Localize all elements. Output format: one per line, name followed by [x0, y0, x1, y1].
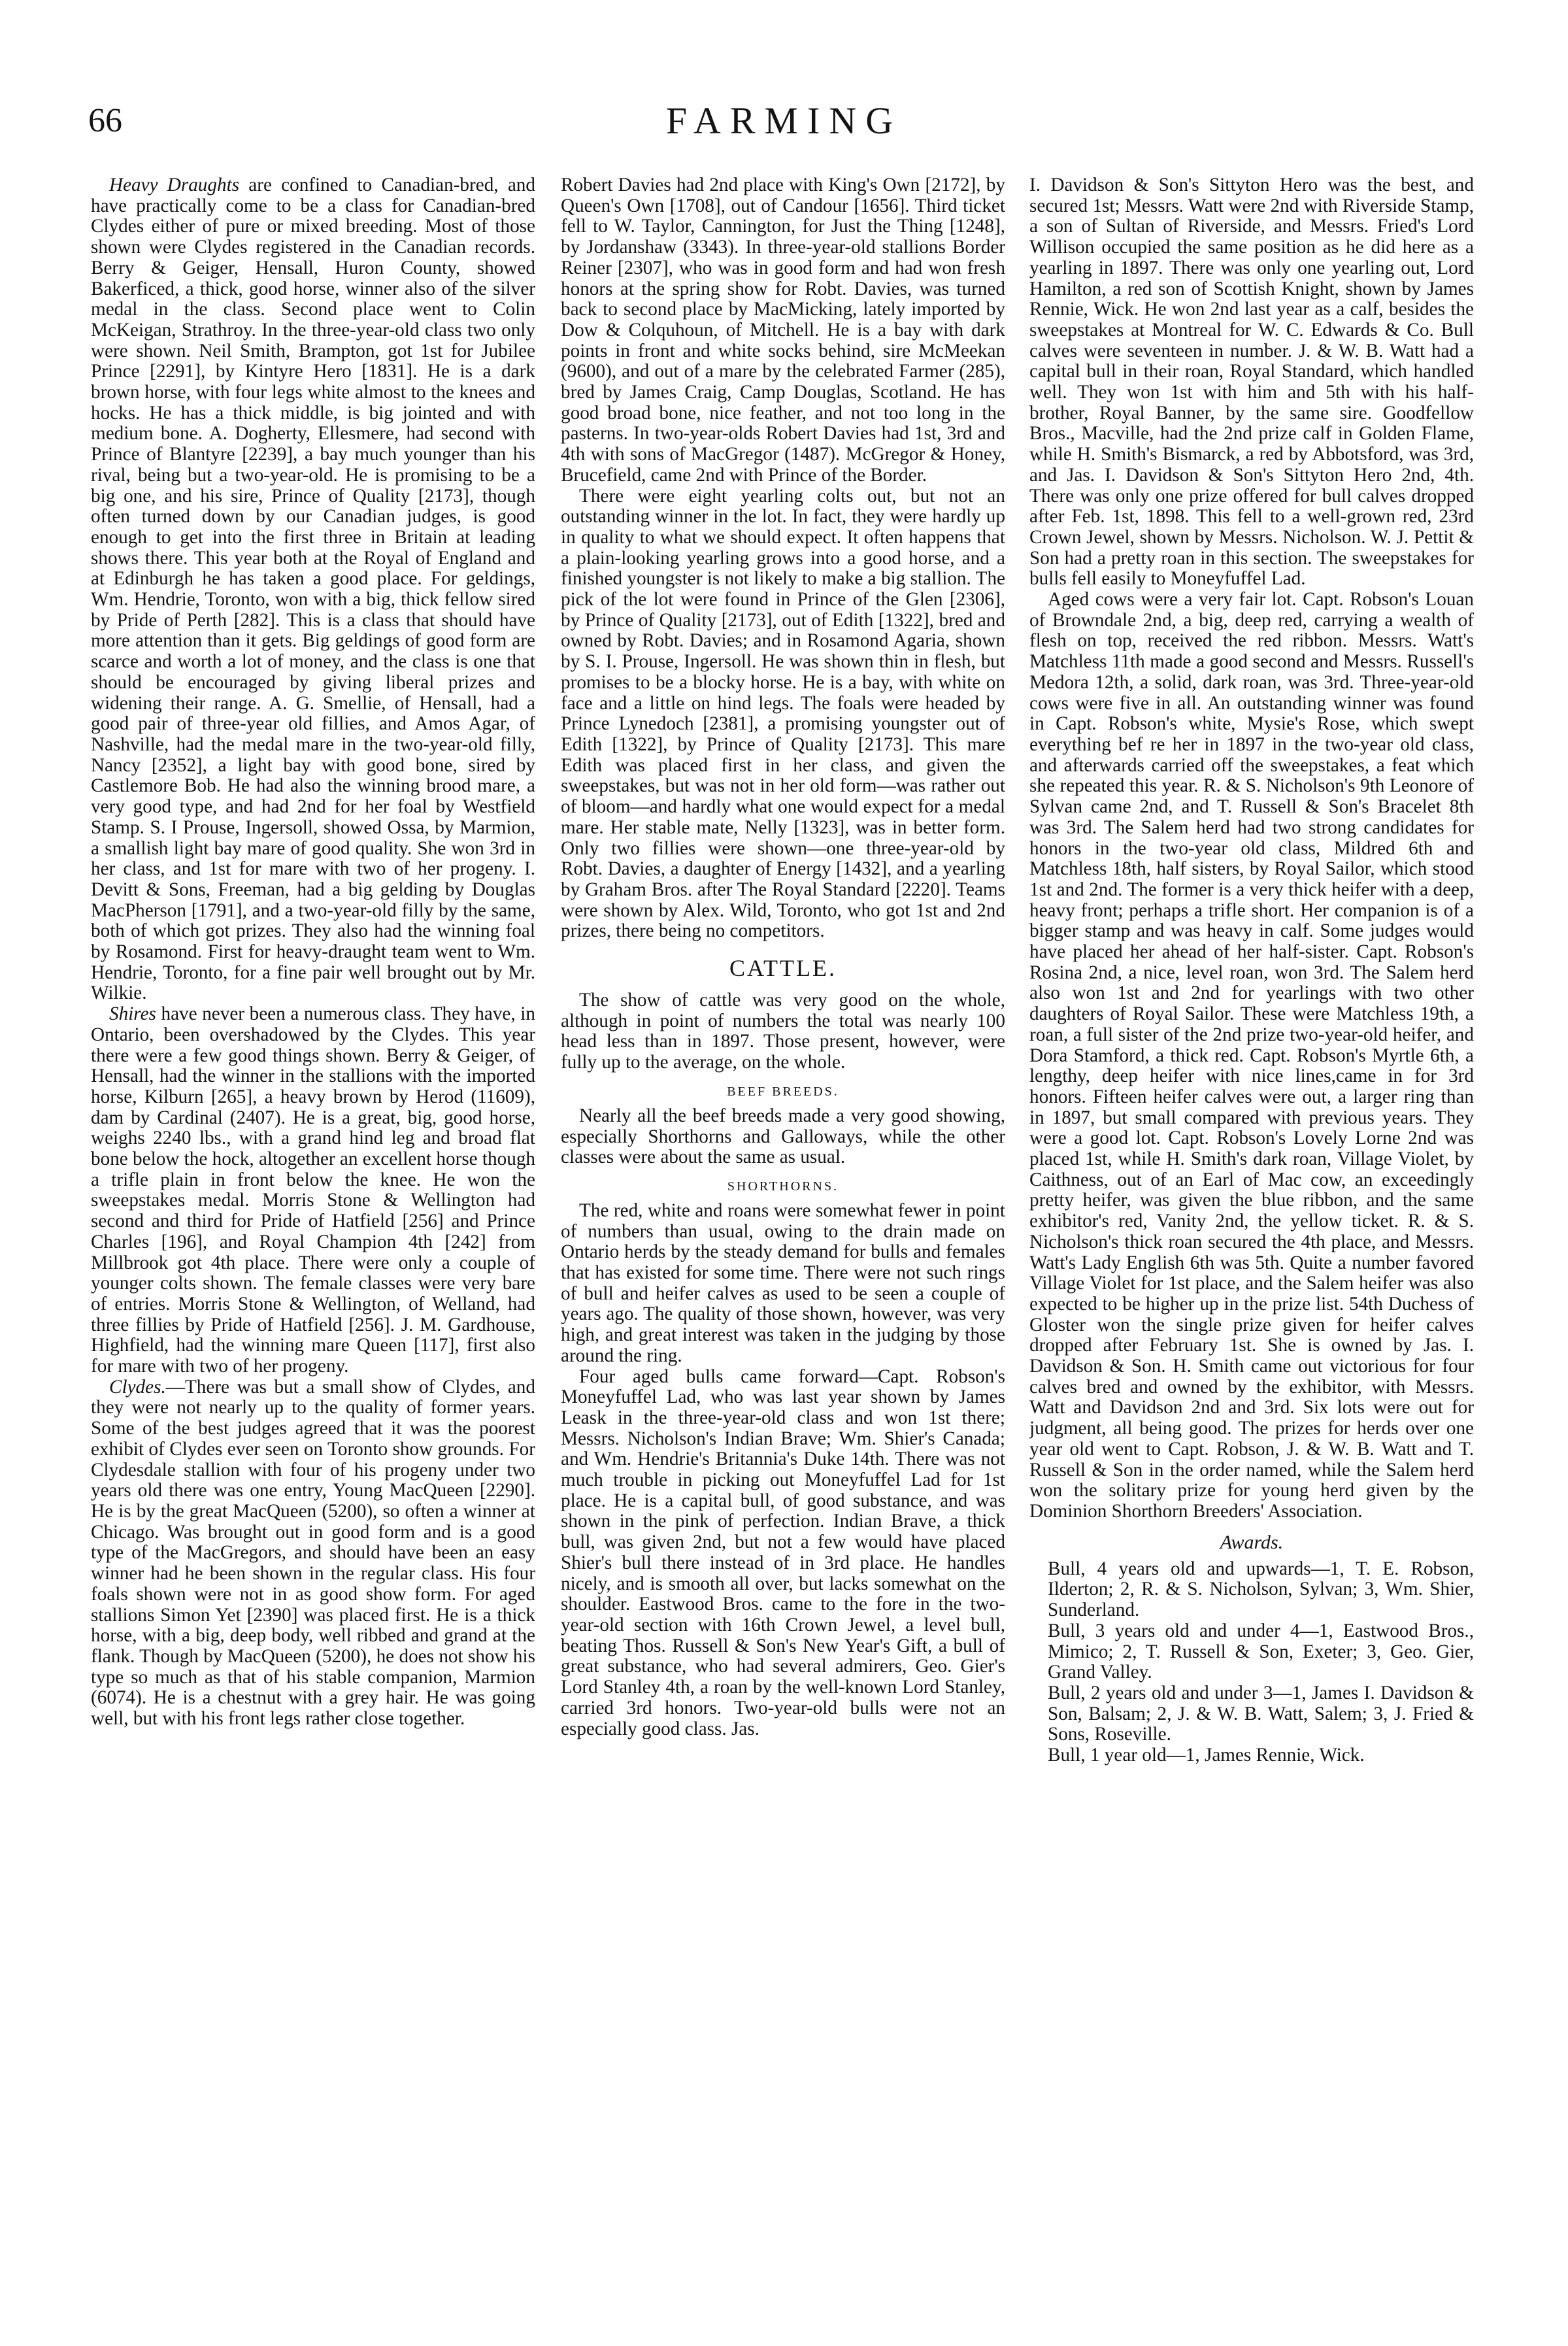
paragraph-text: The red, white and roans were somewhat fewer in point of numbers than usual, owing to the drain made on Ontario herds by the steady demand for bulls and females that has existed for some time. There were not such rings of bull and heifer calves as used to be seen a couple of years ago. The quality of those shown, however, was very high, and great interest was taken in the judging by those around the ring. [561, 1199, 1005, 1366]
page-header [0, 98, 1568, 150]
awards-heading: Awards. [1220, 1531, 1284, 1553]
paragraph-text: Aged cows were a very fair lot. Capt. Robson's Louan of Browndale 2nd, a big, deep red, carrying a wealth of flesh on top, received the red ribbon. Messrs. Watt's Matchless 11th made a good second and Messrs. Russell's Medora 12th, a solid, dark roan, was 3rd. Three-year-old cows were five in all. An outstanding winner was found in Capt. Robson's white, Mysie's Rose, which swept everything bef re her in 1897 in the two-year old class, and afterwards carried off the sweepstakes, a feat which she repeated this year. R. & S. Nicholson's 9th Leonore of Sylvan came 2nd, and T. Russell & Son's Bracelet 8th was 3rd. The Salem herd had two strong candidates for honors in the two-year old class, Mildred 6th and Matchless 18th, half sisters, by Royal Sailor, which stood 1st and 2nd. The former is a very thick heifer with a deep, heavy front; perhaps a trifle short. Her companion is of a bigger stamp and was heavy in calf. Some judges would have placed her ahead of her half-sister. Capt. Robson's Rosina 2nd, a nice, level roan, won 3rd. The Salem herd also won 1st and 2nd for yearlings with two other daughters of Royal Sailor. These were Matchless 19th, a roan, a full sister of the 2nd prize two-year-old heifer, and Dora Stamford, a thick red. Capt. Robson's Myrtle 6th, a lengthy, deep heifer with nice lines,came in for 3rd honors. Fifteen heifer calves were out, a larger ring than in 1897, but small compared with previous years. They were a good lot. Capt. Robson's Lovely Lorne 2nd was placed 1st, while H. Smith's dark roan, Village Violet, by Caithness, out of an Earl of Mac cow, an exceedingly pretty heifer, was given the blue ribbon, and the same exhibitor's red, Vanity 2nd, the yellow ticket. R. & S. Nicholson's thick roan secured the 4th place, and Messrs. Watt's Lady English 6th was 5th. Quite a number favored Village Violet for 1st place, and the Salem heifer was also expected to be higher up in the prize list. 54th Duchess of Gloster won the single prize given for heifer calves dropped after February 1st. She is owned by Jas. I. Davidson & Son. H. Smith came out victorious for four calves bred and owned by the exhibitor, with Messrs. Watt and Davidson 2nd and 3rd. Six lots were out for judgment, all being good. The prizes for herds over one year old went to Capt. Robson, J. & W. B. Watt and T. Russell & Son in the order named, while the Salem herd won the solitary prize for young herd given by the Dominion Shorthorn Breeders' Association. [1029, 589, 1474, 1522]
paragraph-text: are confined to Canadian-bred, and have practically come to be a class for Canadian-bred Clydes either of pure or mixed breeding. Most of those shown were Clydes registered in the Canadian records. Berry & Geiger, Hensall, Huron County, showed Bakerficed, a thick, good horse, winner also of the silver medal in the class. Second place went to Colin McKeigan, Strathroy. In the three-year-old class two only were shown. Neil Smith, Brampton, got 1st for Jubilee Prince [2291], by Kintyre Hero [1831]. He is a dark brown horse, with four legs white almost to the knees and hocks. He has a thick middle, is big jointed and with medium bone. A. Dogherty, Ellesmere, had second with Prince of Blantyre [2239], a bay much younger than his rival, being but a two-year-old. He is promising to be a big one, and his sire, Prince of Quality [2173], though often turned down by our Canadian judges, is good enough to get into the first three in Britain at leading shows there. This year both at the Royal of England and at Edinburgh he has taken a good place. For geldings, Wm. Hendrie, Toronto, won with a big, thick fellow sired by Pride of Perth [282]. This is a class that should have more attention than it gets. Big geldings of good form are scarce and worth a lot of money, and the class is one that should be encouraged by giving liberal prizes and widening their range. A. G. Smellie, of Hensall, had a good pair of three-year old fillies, and Amos Agar, of Nashville, had the medal mare in the two-year-old filly, Nancy [2352], a light bay with good bone, sired by Castlemore Bob. He had also the winning brood mare, a very good type, and had 2nd for her foal by Westfield Stamp. S. I Prouse, Ingersoll, showed Ossa, by Marmion, a smallish light bay mare of good quality. She won 3rd in her class, and 1st for mare with two of her progeny. I. Devitt & Sons, Freeman, had a big gelding by Douglas MacPherson [1791], and a two-year-old filly by the same, both of which got prizes. They also had the winning foal by Rosamond. First for heavy-draught team went to Wm. Hendrie, Toronto, for a fine pair well brought out by Mr. Wilkie. [91, 175, 535, 1004]
paragraph [561, 486, 1005, 942]
paragraph-lead: Shires [109, 1003, 156, 1025]
paragraph [1029, 175, 1474, 590]
paragraph-text: Four aged bulls came forward—Capt. Robson's Moneyfuffel Lad, who was last year shown by James Leask in the three-year-old class and won 1st there; Messrs. Nicholson's Indian Brave; Wm. Shier's Canada; and Wm. Hendrie's Britannia's Duke 14th. There was not much trouble in picking out Moneyfuffel Lad for 1st place. He is a capital bull, of good substance, and was shown in the pink of perfection. Indian Brave, a thick bull, was given 2nd, but not a few would have placed Shier's bull there instead of in 3rd place. He handles nicely, and is smooth all over, but lacks somewhat on the shoulder. Eastwood Bros. came to the fore in the two-year-old section with 16th Crown Jewel, a level bull, beating Thos. Russell & Son's New Year's Gift, a bull of great substance, who had several admirers, Geo. Gier's Lord Stanley 4th, a roan by the well-known Lord Stanley, carried 3rd honors. Two-year-old bulls were not an especially good class. Jas. [561, 1366, 1005, 1739]
award-entry: Bull, 2 years old and under 3—1, James I. Davidson & Son, Balsam; 2, J. & W. B. Watt, Salem; 3, J. Fried & Sons, Roseville. [1048, 1682, 1474, 1745]
paragraph [561, 1201, 1005, 1367]
paragraph-text: —There was but a small show of Clydes, and they were not nearly up to the quality of former years. Some of the best judges agreed that it was the poorest exhibit of Clydes ever seen on Toronto show grounds. For Clydesdale stallion with four of his progeny under two years old there was one entry, Young MacQueen [2290]. He is by the great MacQueen (5200), so often a winner at Chicago. Was brought out in good form and is a good type of the MacGregors, and should have been an easy winner had he been shown in the regular class. His four foals shown were not in as good show form. For aged stallions Simon Yet [2390] was placed first. He is a thick horse, with a big, deep body, well ribbed and grand at the flank. Though by MacQueen (5200), he does not show his type so much as that of his stable companion, Marmion (6074). He is a chestnut with a grey hair. He was going well, but with his front legs rather close together. [91, 1376, 535, 1730]
running-title: FARMING [665, 99, 903, 142]
paragraph [561, 1106, 1005, 1168]
paragraph-text: Robert Davies had 2nd place with King's Own [2172], by Queen's Own [1708], out of Candour [1656]. Third ticket fell to W. Taylor, Cannington, for Just the Thing [1248], by Jordanshaw (3343). In three-year-old stallions Border Reiner [2307], who was in good form and had won fresh honors at the spring show for Robt. Davies, was turned back to second place by MacMicking, lately imported by Dow & Colquhoun, of Mitchell. He is a bay with dark points in front and white socks behind, sire McMeekan (9600), and out of a mare by the celebrated Farmer (285), bred by James Craig, Camp Douglas, Scotland. He has good broad bone, nice feather, and not too long in the pasterns. In two-year-olds Robert Davies had 1st, 3rd and 4th with sons of MacGregor (1487). McGregor & Honey, Brucefield, came 2nd with Prince of the Border. [561, 175, 1005, 486]
section-heading: CATTLE. [729, 955, 837, 982]
paragraph [561, 990, 1005, 1073]
paragraph [561, 175, 1005, 486]
text-column-3 [1029, 175, 1474, 2332]
paragraph [91, 1004, 535, 1377]
paragraph-text: Nearly all the beef breeds made a very good showing, especially Shorthorns and Galloways, while the other classes were about the same as usual. [561, 1105, 1005, 1168]
paragraph-text: I. Davidson & Son's Sittyton Hero was the best, and secured 1st; Messrs. Watt were 2nd with Riverside Stamp, a son of Sultan of Riverside, and Messrs. Fried's Lord Willison occupied the same position as he did here as a yearling in 1897. There was only one yearling out, Lord Hamilton, a red son of Scottish Knight, shown by James Rennie, Wick. He won 2nd last year as a calf, besides the sweepstakes at Montreal for W. C. Edwards & Co. Bull calves were seventeen in number. J. & W. B. Watt had a capital bull in their roan, Royal Standard, which handled well. They won 1st with him and 5th with his half-brother, Royal Banner, by the same sire. Goodfellow Bros., Macville, had the 2nd prize calf in Golden Flame, while H. Smith's Bismarck, a red by Abbotsford, was 3rd, and Jas. I. Davidson & Son's Sittyton Hero 2nd, 4th. There was only one prize offered for bull calves dropped after Feb. 1st, 1898. This fell to a well-grown red, 23rd Crown Jewel, shown by Messrs. Nicholson. W. J. Pettit & Son had a pretty roan in this section. The sweepstakes for bulls fell easily to Moneyfuffel Lad. [1029, 175, 1474, 590]
paragraph [561, 1367, 1005, 1740]
award-entry: Bull, 4 years old and upwards—1, T. E. Robson, Ilderton; 2, R. & S. Nicholson, Sylvan; 3, Wm. Shier, Sunderland. [1048, 1558, 1474, 1621]
award-entry: Bull, 1 year old—1, James Rennie, Wick. [1048, 1745, 1365, 1766]
award-entry: Bull, 3 years old and under 4—1, Eastwood Bros., Mimico; 2, T. Russell & Son, Exeter; 3, Geo. Gier, Grand Valley. [1048, 1620, 1474, 1683]
text-column-1 [91, 175, 535, 2332]
page-number: 66 [88, 102, 122, 139]
paragraph-lead: Clydes. [109, 1376, 166, 1398]
subsection-heading: SHORTHORNS. [727, 1179, 839, 1194]
subsection-heading: BEEF BREEDS. [727, 1084, 839, 1099]
paragraph-text: have never been a numerous class. They have, in Ontario, been overshadowed by the Clydes. This year there were a few good things shown. Berry & Geiger, of Hensall, had the winner in the stallions with the imported horse, Kilburn [265], a heavy brown by Herod (11609), dam by Cardinal (2407). He is a great, big, good horse, weighs 2240 lbs., with a grand hind leg and broad flat bone below the hock, altogether an excellent horse though a trifle plain in front below the knee. He won the sweepstakes medal. Morris Stone & Wellington had second and third for Pride of Hatfield [256] and Prince Charles [196], and Royal Champion 4th [242] from Millbrook got 4th place. There were only a couple of younger colts shown. The female classes were very bare of entries. Morris Stone & Wellington, of Welland, had three fillies by Pride of Hatfield [256]. J. M. Gardhouse, Highfield, had the winning mare Queen [117], first also for mare with two of her progeny. [91, 1003, 535, 1377]
paragraph [91, 175, 535, 1004]
paragraph-text: The show of cattle was very good on the whole, although in point of numbers the total was nearly 100 head less than in 1897. Those present, however, were fully up to the average, on the whole. [561, 990, 1005, 1073]
paragraph-text: There were eight yearling colts out, but not an outstanding winner in the lot. In fact, they were hardly up in quality to what we should expect. It often happens that a plain-looking yearling grows into a good horse, and a finished youngster is not likely to make a big stallion. The pick of the lot were found in Prince of the Glen [2306], by Prince of Quality [2173], out of Edith [1322], bred and owned by Robt. Davies; and in Rosamond Agaria, shown by S. I. Prouse, Ingersoll. He was shown thin in flesh, but promises to be a blocky horse. He is a bay, with white on face and a little on hind legs. The foals were headed by Prince Lynedoch [2381], a promising youngster out of Edith [1322], by Prince of Quality [2173]. This mare Edith was placed first in her class, and given the sweepstakes, but was not in her old form—was rather out of bloom—and hardly what one would expect for a medal mare. Her stable mate, Nelly [1323], was in better form. Only two fillies were shown—one three-year-old by Robt. Davies, a daughter of Energy [1432], and a yearling by Graham Bros. after The Royal Standard [2220]. Teams were shown by Alex. Wild, Toronto, who got 1st and 2nd prizes, there being no competitors. [561, 485, 1005, 942]
text-column-2 [561, 175, 1005, 2332]
paragraph [91, 1377, 535, 1730]
paragraph-lead: Heavy Draughts [109, 175, 240, 195]
paragraph [1029, 590, 1474, 1522]
